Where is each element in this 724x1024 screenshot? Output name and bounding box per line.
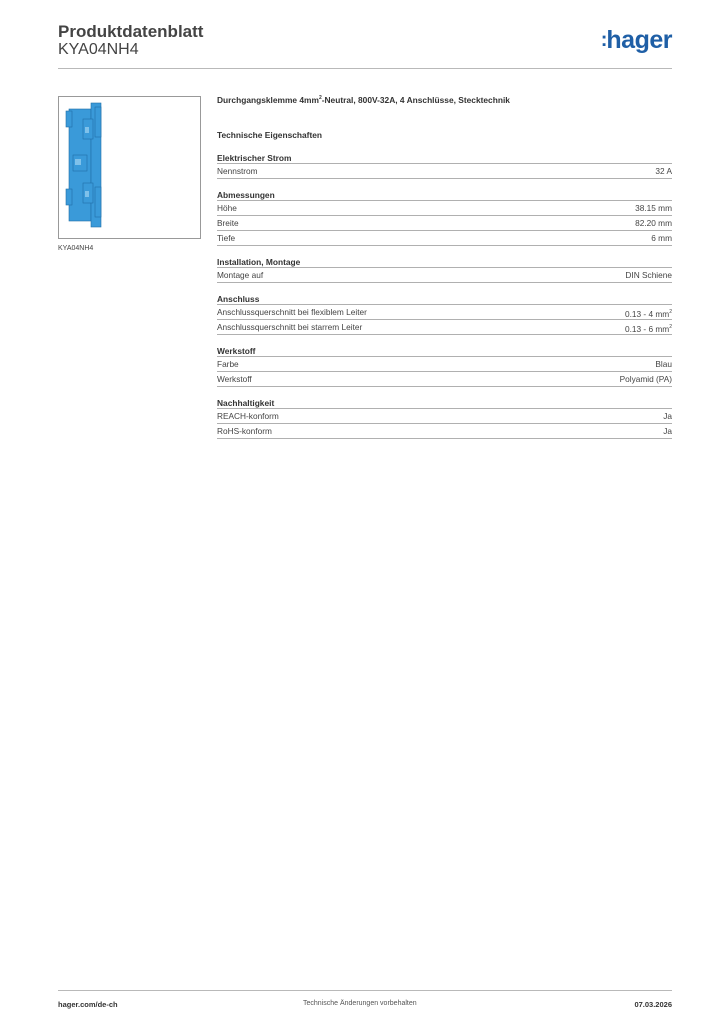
table-row: Montage auf DIN Schiene — [217, 268, 672, 283]
footer-website-link[interactable]: hager.com/de-ch — [58, 1000, 118, 1009]
table-row: REACH-konform Ja — [217, 409, 672, 424]
section-material — [217, 346, 672, 387]
table-row: Anschlussquerschnitt bei flexiblem Leiter 0.13 - 4 $mm^2$ — [217, 307, 672, 319]
hager-logo[interactable] — [601, 26, 672, 55]
table-row: Nennstrom 32 A — [217, 164, 672, 179]
table-row: Anschlussquerschnitt bei starrem Leiter 0.13 - 6 $mm^2$ — [217, 322, 672, 334]
section-electric-current — [217, 153, 672, 179]
table-row: Werkstoff Polyamid (PA) — [217, 372, 672, 387]
document-title: Produktdatenblatt — [58, 22, 204, 41]
footer-date: 07.03.2026 — [634, 1000, 672, 1009]
logo-dots-icon: : — [600, 29, 606, 51]
section-connection — [217, 294, 672, 335]
terminal-block-illustration — [59, 97, 200, 238]
section-title: Elektrischer Strom — [217, 153, 672, 164]
footer-notice: Technische Änderungen vorbehalten — [303, 1000, 417, 1007]
section-installation — [217, 257, 672, 283]
page-header — [58, 20, 672, 69]
tech-properties-heading: Technische Eigenschaften — [217, 130, 323, 140]
table-row: Tiefe 6 mm — [217, 231, 672, 246]
table-row: Breite 82.20 mm — [217, 216, 672, 231]
product-code: KYA04NH4 — [58, 41, 139, 58]
section-title: Abmessungen — [217, 190, 672, 201]
image-caption: KYA04NH4 — [58, 245, 94, 252]
section-title: Installation, Montage — [217, 257, 672, 268]
section-sustainability — [217, 398, 672, 439]
product-details — [217, 95, 672, 439]
section-title: Nachhaltigkeit — [217, 398, 672, 409]
logo-text: hager — [606, 26, 672, 54]
table-row: RoHS-konform Ja — [217, 424, 672, 439]
product-description: Durchgangsklemme $4mm^2$-Neutral, 800V-32A, 4 Anschlüsse, Stecktechnik — [217, 95, 510, 105]
section-title: Anschluss — [217, 294, 672, 305]
table-row: Höhe 38.15 mm — [217, 201, 672, 216]
page-footer — [58, 990, 672, 1009]
section-dimensions — [217, 190, 672, 246]
product-image — [58, 96, 201, 239]
section-title: Werkstoff — [217, 346, 672, 357]
table-row: Farbe Blau — [217, 357, 672, 372]
